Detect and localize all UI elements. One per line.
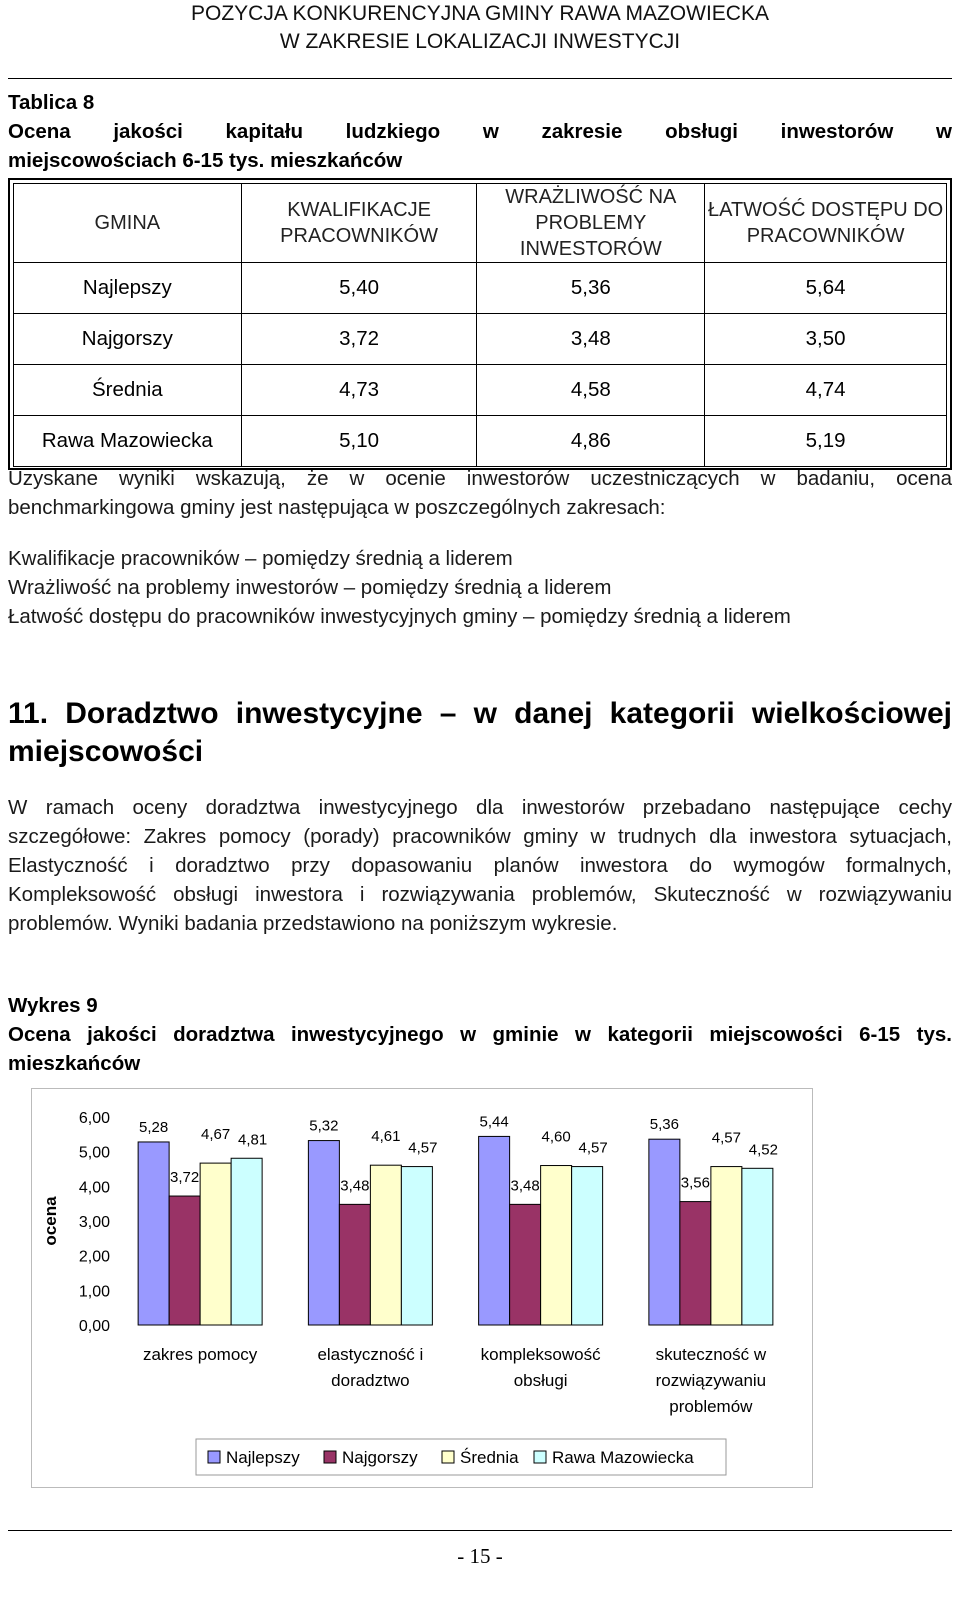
bar--rednia [370,1165,401,1325]
data-label: 4,52 [748,1141,778,1159]
bar-rawa-mazowiecka [742,1168,773,1325]
data-label: 5,32 [309,1117,339,1135]
legend-swatch [208,1451,220,1463]
table-cell: 5,19 [705,416,947,467]
table-cell: 4,58 [477,365,705,416]
header-cell-gmina: GMINA [14,184,242,263]
bar--rednia [541,1166,572,1325]
x-tick-label: elastyczność i [317,1345,424,1364]
data-label: 4,60 [541,1128,571,1146]
table-cell: 5,40 [241,263,477,314]
legend-label: Najgorszy [342,1448,418,1467]
chart-label: Wykres 9 [8,994,98,1017]
x-tick-label: rozwiązywaniu [655,1371,767,1390]
page-number: - 15 - [457,1544,503,1568]
y-axis-label: ocena [41,1196,60,1246]
finding-item: Wrażliwość na problemy inwestorów – pomiędzy średnią a liderem [8,576,612,599]
footer-divider [8,1530,952,1531]
bar-najgorszy [680,1202,711,1325]
x-tick-label: doradztwo [331,1371,410,1390]
bar-najlepszy [649,1139,680,1325]
finding-item: Kwalifikacje pracowników – pomiędzy średnią a liderem [8,547,513,570]
bar--rednia [711,1167,742,1325]
bar-najlepszy [479,1136,510,1325]
table-cell: Najlepszy [14,263,242,314]
x-tick-label: obsługi [513,1371,568,1390]
x-tick-label: kompleksowość [480,1345,601,1364]
y-tick-label: 0,00 [78,1318,110,1335]
header-line-1: POZYCJA KONKURENCYJNA GMINY RAWA MAZOWIECKA [191,2,769,25]
x-tick-label: zakres pomocy [142,1345,258,1364]
section-title: 11. Doradztwo inwestycyjne – w danej kategorii wielkościowej miejscowości [8,697,952,768]
data-label: 5,28 [139,1118,169,1136]
bar-najgorszy [510,1204,541,1325]
table-title-line-2: miejscowościach 6-15 tys. mieszkańców [8,149,403,172]
bar-najgorszy [339,1204,370,1325]
bar-rawa-mazowiecka [231,1158,262,1325]
table-header-row [14,184,947,263]
data-label: 3,72 [170,1169,200,1187]
table-cell: 4,74 [705,365,947,416]
y-tick-label: 3,00 [78,1214,110,1231]
legend-swatch [534,1451,546,1463]
y-tick-label: 4,00 [78,1179,110,1197]
running-header [0,0,960,56]
table-cell: Średnia [14,365,242,416]
table-cell: Rawa Mazowiecka [14,416,242,467]
table-cell: Najgorszy [14,314,242,365]
data-label: 3,48 [510,1177,540,1195]
table-cell: 3,48 [477,314,705,365]
data-label: 4,81 [238,1131,268,1149]
data-label: 4,57 [711,1129,741,1147]
table-row [14,314,947,365]
section-paragraph: W ramach oceny doradztwa inwestycyjnego dla inwestorów przebadano następujące cechy szczegółowe: Zakres pomocy (porady) pracowników gminy w trudnych dla inwestora sytuacjach, Elastyczność i doradztwo przy dopasowaniu planów inwestora do wymogów formalnych, Kompleksowość obsługi inwestora i rozwiązywania problemów, Skuteczność w rozwiązywaniu problemów. Wyniki badania przedstawiono na poniższym wykresie. [8,796,952,935]
data-label: 4,67 [201,1126,231,1144]
legend-swatch [442,1451,454,1463]
data-label: 3,56 [680,1174,710,1192]
table-caption [8,88,952,175]
table-cell: 4,86 [477,416,705,467]
table-cell: 5,10 [241,416,477,467]
table-title-line-1: Ocena jakości kapitału ludzkiego w zakresie obsługi inwestorów w [8,120,952,143]
table-row [14,365,947,416]
finding-item: Łatwość dostępu do pracowników inwestycyjnych gminy – pomiędzy średnią a liderem [8,605,791,628]
header-line-2: W ZAKRESIE LOKALIZACJI INWESTYCJI [279,30,681,53]
data-label: 5,36 [649,1116,679,1134]
x-tick-label: skuteczność w [655,1345,767,1364]
bar-rawa-mazowiecka [401,1167,432,1325]
chart-caption [8,991,952,1078]
header-cell-wrazliwosc: WRAŻLIWOŚĆ NA PROBLEMY INWESTORÓW [477,184,705,263]
bar-najlepszy [308,1141,339,1325]
header-cell-kwalifikacje: KWALIFIKACJE PRACOWNIKÓW [241,184,477,263]
legend-label: Średnia [460,1448,519,1467]
legend-label: Rawa Mazowiecka [552,1448,694,1467]
table-cell: 3,50 [705,314,947,365]
results-paragraph: Uzyskane wyniki wskazują, że w ocenie inwestorów uczestniczących w badaniu, ocena benchmarkingowa gminy jest następująca w poszczególnych zakresach: [8,467,952,519]
data-label: 4,57 [408,1139,438,1157]
table-row [14,416,947,467]
data-label: 3,48 [340,1177,370,1195]
bar-najlepszy [138,1142,169,1325]
y-tick-label: 6,00 [78,1110,110,1127]
data-table-frame [8,178,952,470]
table-cell: 5,36 [477,263,705,314]
y-tick-label: 1,00 [78,1283,110,1301]
header-divider [8,78,952,79]
data-label: 5,44 [479,1113,509,1131]
table-label: Tablica 8 [8,91,95,114]
data-label: 4,61 [371,1128,401,1146]
x-tick-label: problemów [669,1397,753,1416]
data-table [13,183,947,467]
table-cell: 3,72 [241,314,477,365]
bar--rednia [200,1163,231,1325]
header-cell-latwosc: ŁATWOŚĆ DOSTĘPU DO PRACOWNIKÓW [705,184,947,263]
bar-chart [32,1089,814,1489]
findings-list [8,544,952,631]
table-cell: 4,73 [241,365,477,416]
data-label: 4,57 [578,1139,608,1157]
chart-frame [31,1088,813,1488]
table-cell: 5,64 [705,263,947,314]
table-row [14,263,947,314]
bar-najgorszy [169,1196,200,1325]
legend-label: Najlepszy [226,1448,300,1467]
legend-swatch [324,1451,336,1463]
y-tick-label: 2,00 [78,1248,110,1266]
bar-rawa-mazowiecka [572,1167,603,1325]
y-tick-label: 5,00 [78,1144,110,1162]
chart-title: Ocena jakości doradztwa inwestycyjnego w gminie w kategorii miejscowości 6-15 tys. mieszkańców [8,1023,952,1075]
